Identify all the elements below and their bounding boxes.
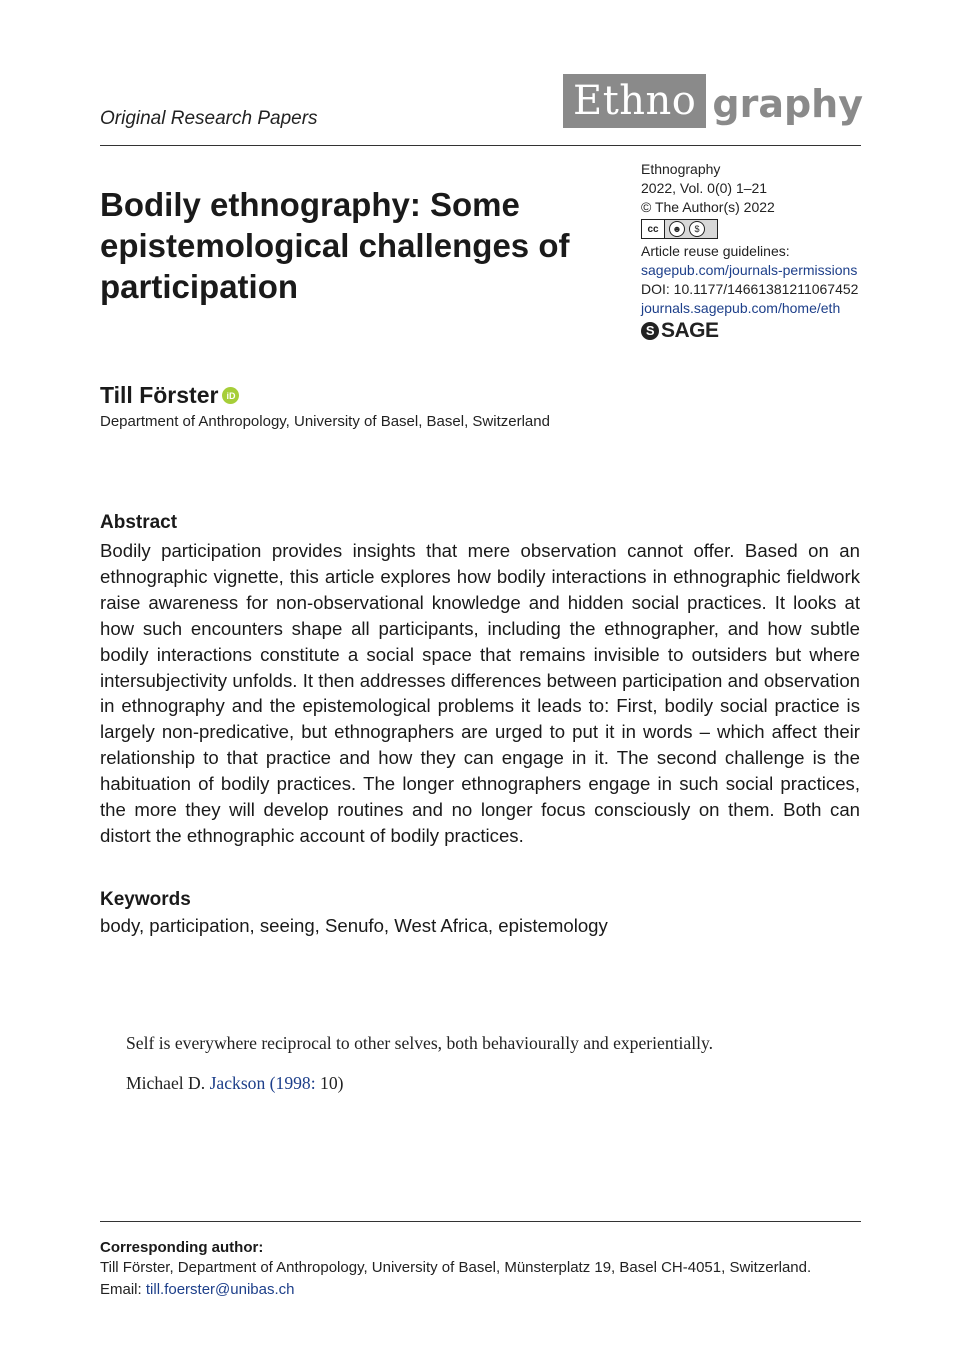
logo-part-graphy: graphy [712, 82, 863, 126]
keywords-list: body, participation, seeing, Senufo, West Africa, epistemology [100, 915, 608, 936]
reuse-link[interactable]: sagepub.com/journals-permissions [641, 262, 858, 278]
publisher-logo [641, 321, 858, 340]
journal-link[interactable]: journals.sagepub.com/home/eth [641, 300, 841, 316]
journal-name: Ethnography [641, 161, 721, 177]
orcid-icon[interactable]: iD [222, 387, 239, 404]
epigraph-author: Michael D. [126, 1073, 206, 1093]
doi: DOI: 10.1177/14661381211067452 [641, 281, 859, 297]
reuse-label: Article reuse guidelines: [641, 243, 790, 259]
author-affiliation: Department of Anthropology, University of Basel, Basel, Switzerland [100, 413, 550, 430]
journal-volume: 2022, Vol. 0(0) 1–21 [641, 180, 768, 196]
article-title: Bodily ethnography: Some epistemological challenges of participation [100, 186, 570, 305]
nc-icon: $ [689, 221, 705, 237]
journal-logo [563, 74, 863, 128]
publisher-name: SAGE [661, 319, 719, 342]
corresponding-email [100, 1281, 294, 1298]
abstract-body: Bodily participation provides insights that mere observation cannot offer. Based on an ethnographic vignette, this article explores how bodily interactions in ethnographic fieldwork raise awareness for non-observational knowledge and hidden social practices. It looks at how such encounters shape all participants, including the ethnographer, and how subtle bodily interactions constitute a social space that remains invisible to outsiders but where intersubjectivity unfolds. It then addresses differences between participation and observation in ethnography and the epistemological problems it leads to: First, bodily social practice is largely non-predicative, but ethnographers are urged to put it in words – which affect their relationship to that practice and how they can engage in it. The second challenge is the habituation of bodily practices. The longer ethnographers engage in such social practices, the more they will develop routines and no longer focus consciously on them. Both can distort the ethnographic account of bodily practices. [100, 540, 860, 846]
keywords-heading: Keywords [100, 889, 191, 910]
cc-icon: cc [642, 220, 665, 238]
corresponding-heading: Corresponding author: [100, 1239, 264, 1256]
email-link[interactable]: till.foerster@unibas.ch [145, 1281, 295, 1298]
journal-meta [641, 160, 858, 340]
header-divider [100, 145, 861, 146]
cc-license-badge[interactable] [641, 219, 718, 239]
epigraph-quote: Self is everywhere reciprocal to other selves, both behaviourally and experientially. [126, 1033, 714, 1053]
abstract-heading: Abstract [100, 512, 178, 533]
author-name: Till Förster [100, 382, 219, 408]
sage-icon: S [641, 322, 659, 340]
copyright: © The Author(s) 2022 [641, 199, 775, 215]
epigraph-citation-link[interactable]: Jackson (1998: [209, 1073, 316, 1093]
epigraph-source [126, 1073, 343, 1094]
corresponding-address: Till Förster, Department of Anthropology, University of Basel, Münsterplatz 19, Basel CH-4051, Switzerland. [100, 1259, 812, 1276]
epigraph-page: 10) [320, 1073, 344, 1093]
by-icon: ☻ [669, 221, 685, 237]
logo-part-ethno: Ethno [563, 74, 706, 128]
email-label: Email: [100, 1281, 142, 1298]
author [100, 382, 239, 409]
section-label: Original Research Papers [100, 108, 318, 129]
footer-divider [100, 1221, 861, 1222]
